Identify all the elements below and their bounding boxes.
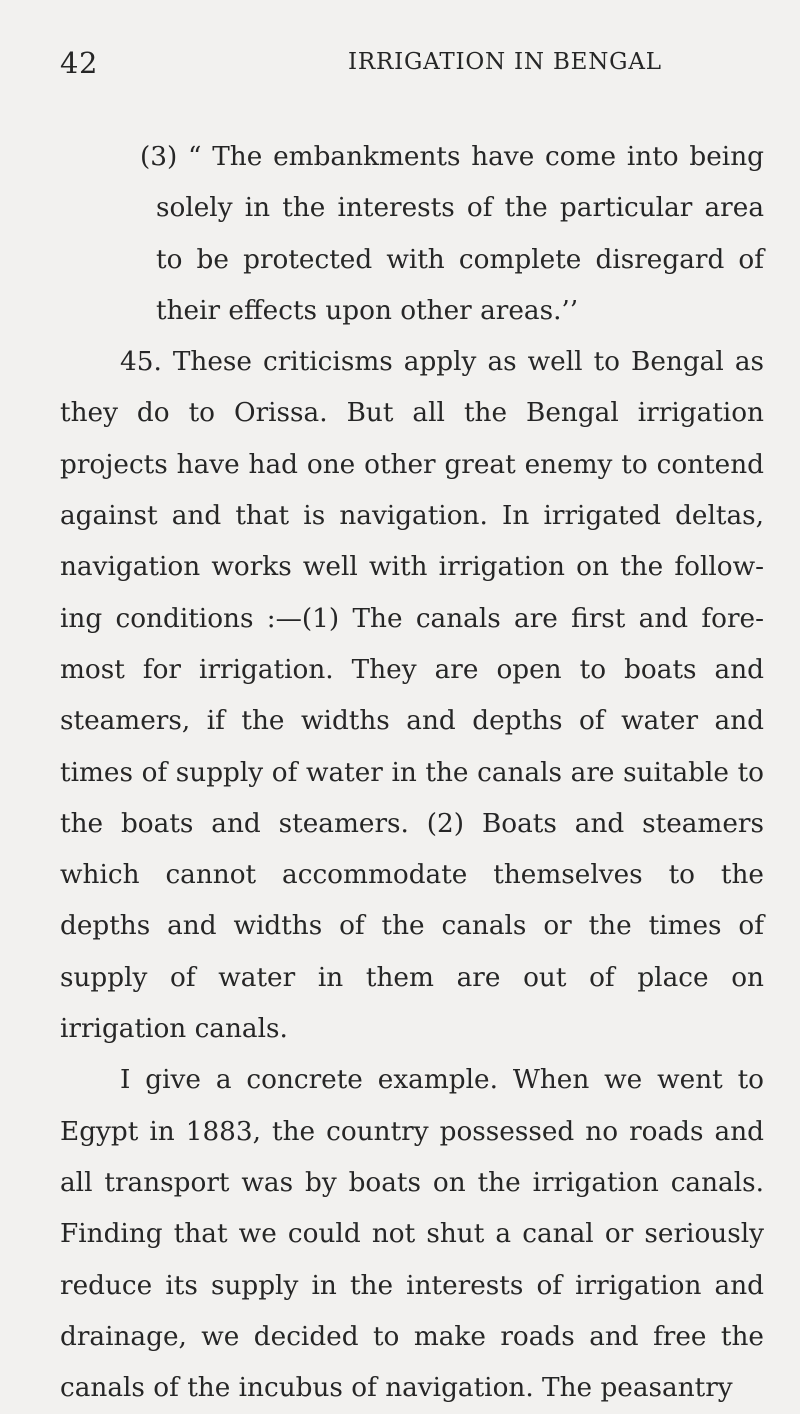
body-text (60, 132, 764, 1414)
paragraph-45: 45. These criticisms apply as well to Bengal as they do to Orissa. But all the Bengal irrigation projects have had one other great enemy to contend against and that is navigation. In irrigated deltas, navigation works well with irrigation on the following conditions :—(1) The canals are first and foremost for irrigation. They are open to boats and steamers, if the widths and depths of water and times of supply of water in the canals are suitable to the boats and steamers. (2) Boats and steamers which cannot accommodate themselves to the depths and widths of the canals or the times of supply of water in them are out of place on irrigation canals. (60, 347, 764, 1045)
paragraph-example: I give a concrete example. When we went to Egypt in 1883, the country possessed no roads and all transport was by boats on the irrigation canals. Finding that we could not shut a canal or seriously reduce its supply in the interests of irrigation and drainage, we decided to make roads and free the canals of the incubus of navigation. The peasantry (60, 1065, 764, 1404)
page-header (60, 46, 742, 86)
running-head: IRRIGATION IN BENGAL (348, 49, 662, 75)
quoted-paragraph: (3) “ The embankments have come into being solely in the interests of the particular area to be protected with complete disregard of their effects upon other areas.’’ (140, 142, 764, 326)
page-number: 42 (60, 46, 98, 80)
